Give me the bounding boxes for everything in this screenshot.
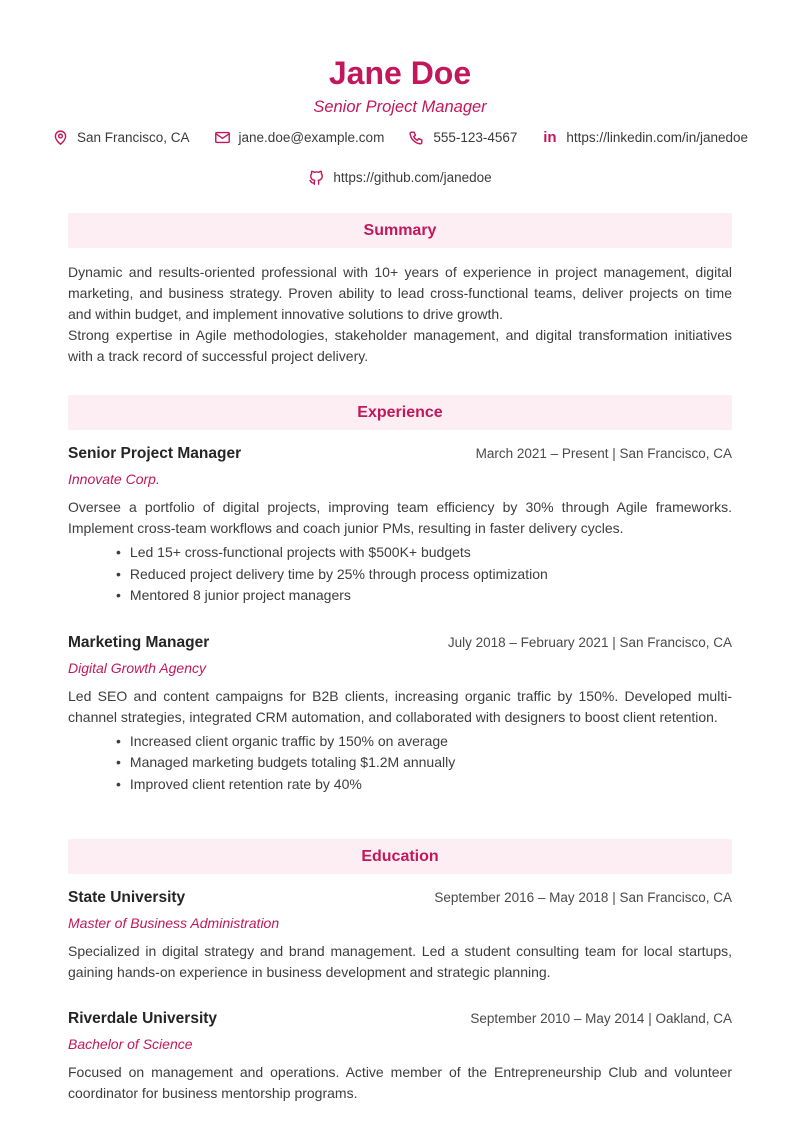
contact-email[interactable] (214, 129, 385, 146)
job-bullet: • Managed marketing budgets totaling $1.2M annually (116, 752, 732, 774)
job-bullet: • Led 15+ cross-functional projects with $500K+ budgets (116, 542, 732, 564)
school-date-location: September 2016 – May 2018 | San Francisco, CA (434, 890, 732, 905)
job-date-location: March 2021 – Present | San Francisco, CA (475, 446, 732, 461)
contact-row-primary (68, 129, 749, 146)
summary-text (68, 262, 732, 367)
job-company: Innovate Corp. (68, 471, 160, 487)
job-date-location: July 2018 – February 2021 | San Francisco, CA (447, 634, 732, 650)
candidate-title: Senior Project Manager (313, 98, 487, 116)
phone-icon (408, 129, 425, 146)
school-description: Specialized in digital strategy and brand management. Led a student consulting team for local startups, gaining hands-on experience in business development and strategic planning. (68, 943, 732, 980)
job-bullet: • Reduced project delivery time by 25% through process optimization (116, 564, 732, 586)
experience-entry (68, 445, 732, 607)
contact-github[interactable] (308, 169, 491, 186)
job-bullet: • Improved client retention rate by 40% (116, 774, 732, 796)
summary-section-title: Summary (363, 221, 437, 239)
school-name: State University (68, 889, 186, 906)
job-bullet: • Mentored 8 junior project managers (116, 585, 732, 607)
summary-section-banner (68, 213, 732, 248)
experience-entry-head (68, 445, 732, 463)
job-bullet-list (68, 731, 732, 796)
job-title: Senior Project Manager (68, 445, 242, 462)
school-description: Focused on management and operations. Active member of the Entrepreneurship Club and volunteer coordinator for business mentorship programs. (68, 1064, 732, 1101)
contact-github-text: https://github.com/janedoe (333, 170, 492, 185)
contact-linkedin-text: https://linkedin.com/in/janedoe (566, 130, 749, 145)
education-section-banner (68, 839, 732, 874)
resume-header (68, 55, 749, 186)
job-title: Marketing Manager (68, 633, 210, 651)
school-degree: Bachelor of Science (68, 1036, 193, 1052)
education-entry (68, 1010, 732, 1104)
github-icon (308, 169, 325, 186)
school-name: Riverdale University (68, 1010, 218, 1027)
summary-paragraph: Dynamic and results-oriented professional with 10+ years of experience in project management, digital marketing, and business strategy. Proven ability to lead cross-functional teams, deliver projects on time and within budget, and implement innovative solutions to drive growth. (68, 264, 732, 322)
experience-section-banner (68, 395, 732, 430)
education-entry-head (68, 1010, 732, 1028)
education-section-title: Education (361, 847, 439, 865)
job-description: Led SEO and content campaigns for B2B clients, increasing organic traffic by 150%. Developed multi-channel strategies, integrated CRM automation, and collaborated with designers to boost client retention. (68, 687, 732, 725)
job-description: Oversee a portfolio of digital projects, improving team efficiency by 30% through Agile frameworks. Implement cross-team workflows and coach junior PMs, resulting in faster delivery cycles. (68, 499, 732, 536)
experience-section-title: Experience (357, 403, 443, 421)
summary-paragraph: Strong expertise in Agile methodologies, stakeholder management, and digital transformation initiatives with a track record of successful project delivery. (68, 327, 732, 364)
education-entry (68, 889, 732, 983)
job-bullet-list (68, 542, 732, 607)
linkedin-icon: in (543, 129, 557, 146)
experience-entry (68, 634, 732, 796)
contact-linkedin[interactable] (541, 129, 748, 146)
contact-email-text: jane.doe@example.com (238, 130, 385, 145)
location-pin-icon (52, 129, 69, 146)
school-date-location: September 2010 – May 2014 | Oakland, CA (470, 1011, 732, 1026)
contact-location-text: San Francisco, CA (76, 130, 190, 145)
contact-row-secondary (68, 169, 732, 186)
experience-entry-head (68, 634, 732, 652)
contact-phone-text: 555-123-4567 (433, 130, 518, 145)
contact-phone (408, 129, 517, 146)
school-degree: Master of Business Administration (68, 915, 280, 931)
job-bullet: • Increased client organic traffic by 150% on average (116, 731, 732, 753)
contact-location (52, 129, 190, 146)
candidate-name: Jane Doe (328, 55, 472, 91)
email-icon (214, 129, 231, 146)
education-entry-head (68, 889, 732, 907)
job-company: Digital Growth Agency (68, 659, 206, 676)
